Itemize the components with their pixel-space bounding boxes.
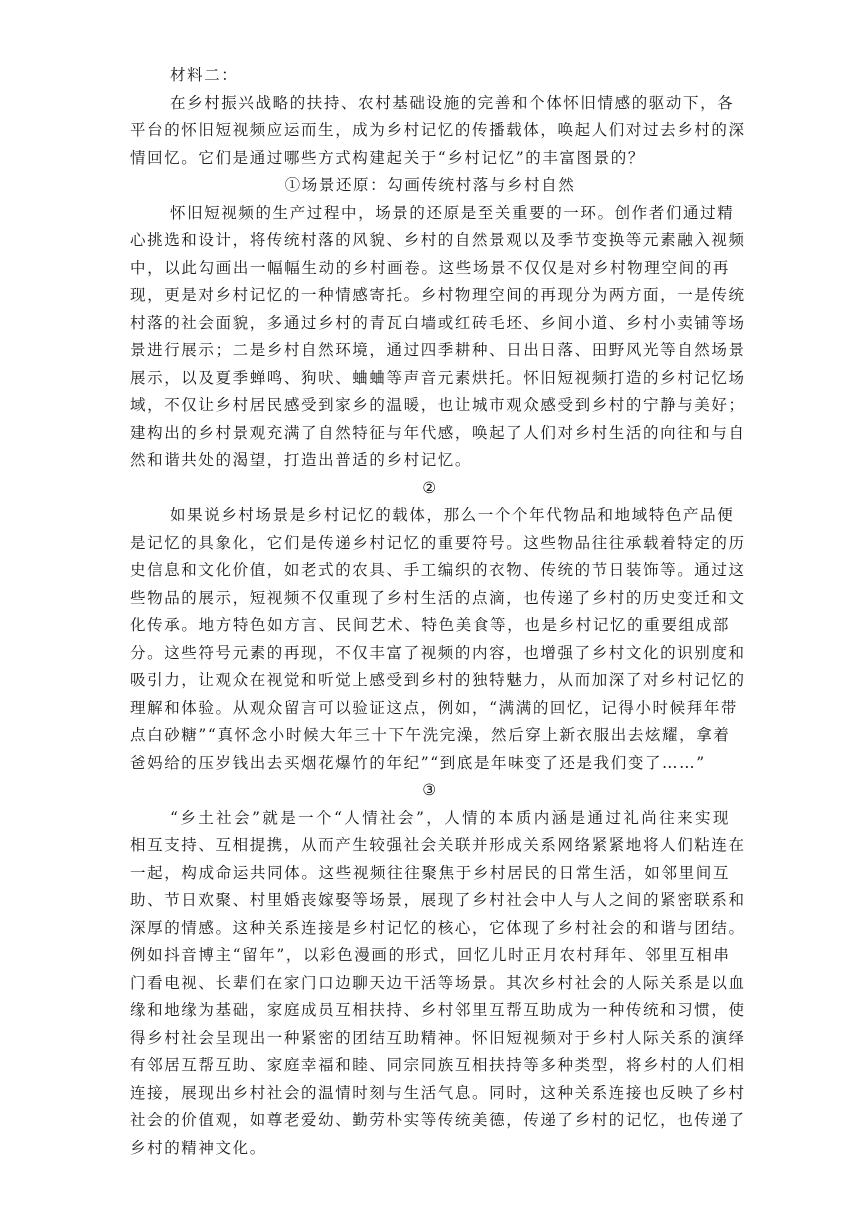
paragraph-line: 化传承。地方特色如方言、民间艺术、特色美食等，也是乡村记忆的重要组成部 (130, 616, 730, 634)
paragraph-line: 乡村的精神文化。 (130, 1138, 267, 1157)
paragraph-line: 一起，构成命运共同体。这些视频往往聚焦于乡村居民的日常生活，如邻里间互 (130, 863, 730, 882)
paragraph-line: 情回忆。它们是通过哪些方式构建起关于“乡村记忆”的丰富图景的？ (130, 148, 645, 167)
paragraph-line: 爸妈给的压岁钱出去买烟花爆竹的年纪”“到底是年味变了还是我们变了……” (130, 753, 706, 772)
paragraph-line: 域，不仅让乡村居民感受到家乡的温暖，也让城市观众感受到乡村的宁静与美好； (130, 396, 746, 414)
paragraph-line: 分。这些符号元素的再现，不仅丰富了视频的内容，也增强了乡村文化的识别度和 (130, 643, 746, 662)
paragraph-line: 门看电视、长辈们在家门口边聊天边干活等场景。其次乡村社会的人际关系是以血 (130, 973, 746, 992)
paragraph-line: 中，以此勾画出一幅幅生动的乡村画卷。这些场景不仅仅是对乡村物理空间的再 (130, 258, 730, 277)
paragraph-line: 相互支持、互相提携，从而产生较强社会关联并形成关系网络紧紧地将人们粘连在 (130, 836, 746, 854)
paragraph (130, 90, 746, 173)
paragraph-line: 是记忆的具象化，它们是传递乡村记忆的重要符号。这些物品往往承载着特定的历 (130, 533, 746, 552)
paragraph-line: 例如抖音博主“留年”，以彩色漫画的形式，回忆儿时正月农村拜年、邻里互相串 (130, 946, 731, 964)
paragraph-line: 史信息和文化价值，如老式的农具、手工编织的衣物、传统的节日装饰等。通过这 (130, 561, 746, 579)
paragraph-line: 现，更是对乡村记忆的一种情感寄托。乡村物理空间的再现分为两方面，一是传统 (130, 286, 746, 304)
paragraph-line: 平台的怀旧短视频应运而生，成为乡村记忆的传播载体，唤起人们对过去乡村的深 (130, 121, 746, 139)
paragraph-line: 理解和体验。从观众留言可以验证这点，例如，“满满的回忆，记得小时候拜年带 (130, 698, 739, 717)
paragraph-line: 助、节日欢聚、村里婚丧嫁娶等场景，展现了乡村社会中人与人之间的紧密联系和 (130, 891, 746, 909)
paragraph-line: 缘和地缘为基础，家庭成员互相扶持、乡村邻里互帮互助成为一种传统和习惯，使 (130, 1001, 746, 1019)
paragraph-line: 建构出的乡村景观充满了自然特征与年代感，唤起了人们对乡村生活的向往和与自 (130, 423, 746, 442)
paragraph-line: 在乡村振兴战略的扶持、农村基础设施的完善和个体怀旧情感的驱动下，各 (170, 93, 735, 112)
paragraph-line: “乡土社会”就是一个“人情社会”，人情的本质内涵是通过礼尚往来实现 (170, 808, 730, 827)
paragraph-line: 然和谐共处的渴望，打造出普适的乡村记忆。 (130, 451, 473, 469)
paragraph-line: 展示，以及夏季蝉鸣、狗吠、蛐蛐等声音元素烘托。怀旧短视频打造的乡村记忆场 (130, 368, 746, 387)
paragraph-line: 些物品的展示，短视频不仅重现了乡村生活的点滴，也传递了乡村的历史变迁和文 (130, 588, 746, 607)
paragraph (130, 502, 746, 777)
paragraph-line: 连接，展现出乡村社会的温情时刻与生活气息。同时，这种关系连接也反映了乡村 (130, 1083, 746, 1102)
paragraph-line: 心挑选和设计，将传统村落的风貌、乡村的自然景观以及季节变换等元素融入视频 (130, 231, 746, 249)
section-heading: ② (422, 478, 438, 497)
paragraph-line: 点白砂糖”“真怀念小时候大年三十下午洗完澡，然后穿上新衣服出去炫耀，拿着 (130, 726, 731, 744)
paragraph-line: 社会的价值观，如尊老爱幼、勤劳朴实等传统美德，传递了乡村的记忆，也传递了 (130, 1111, 746, 1129)
paragraph-line: 深厚的情感。这种关系连接是乡村记忆的核心，它体现了乡村社会的和谐与团结。 (130, 918, 746, 937)
paragraph-line: 景进行展示；二是乡村自然环境，通过四季耕种、日出日落、田野风光等自然场景 (130, 341, 746, 359)
article-body (130, 62, 746, 1162)
paragraph-line: 村落的社会面貌，多通过乡村的青瓦白墙或红砖毛坯、乡间小道、乡村小卖铺等场 (130, 313, 746, 332)
section-heading: ①场景还原：勾画传统村落与乡村自然 (284, 176, 576, 194)
paragraph (130, 200, 746, 475)
article-content (130, 90, 746, 1163)
section-heading: ③ (422, 781, 438, 799)
paragraph-line: 得乡村社会呈现出一种紧密的团结互助精神。怀旧短视频对于乡村人际关系的演绎 (130, 1028, 746, 1047)
paragraph-line: 吸引力，让观众在视觉和听觉上感受到乡村的独特魅力，从而加深了对乡村记忆的 (130, 671, 746, 689)
material-label: 材料二： (170, 66, 239, 84)
paragraph (130, 805, 746, 1163)
paragraph-line: 如果说乡村场景是乡村记忆的载体，那么一个个年代物品和地域特色产品便 (170, 506, 735, 524)
paragraph-line: 有邻居互帮互助、家庭幸福和睦、同宗同族互相扶持等多种类型，将乡村的人们相 (130, 1056, 746, 1074)
paragraph-line: 怀旧短视频的生产过程中，场景的还原是至关重要的一环。创作者们通过精 (170, 203, 735, 222)
